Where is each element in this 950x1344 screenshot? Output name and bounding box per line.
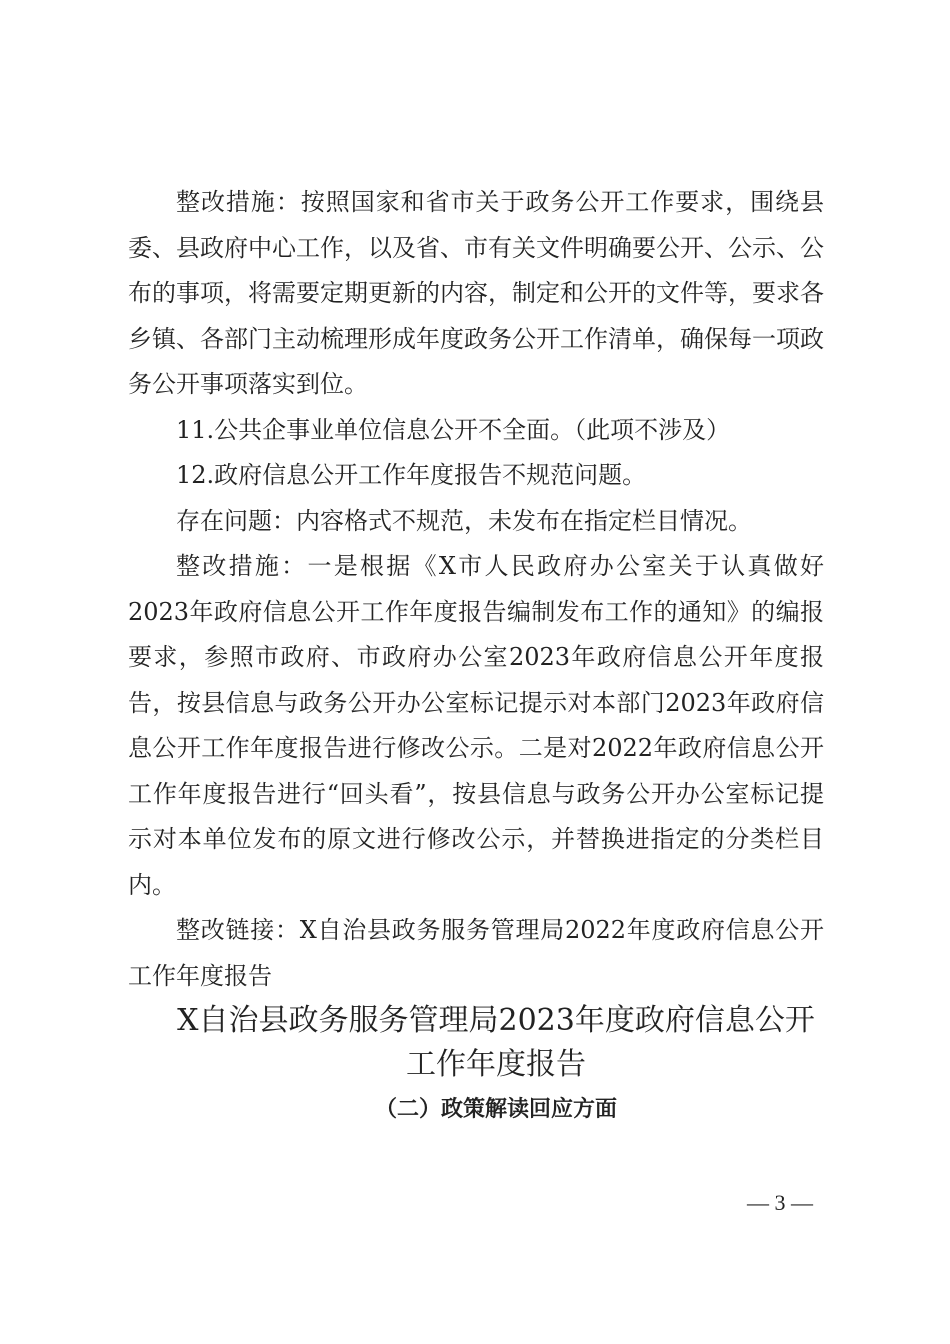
- paragraph-item-11: 11.公共企事业单位信息公开不全面。（此项不涉及）: [176, 415, 731, 444]
- paragraph-item-12: 12.政府信息公开工作年度报告不规范问题。: [176, 461, 647, 489]
- document-body: [128, 180, 824, 1133]
- paragraph-rectification-link[interactable]: 整改链接：X自治县政务服务管理局2022年度政府信息公开工作年度报告: [128, 916, 824, 990]
- report-title: X自治县政务服务管理局2023年度政府信息公开工作年度报告: [177, 1003, 815, 1082]
- paragraph-rectification-measures-2: 整改措施：一是根据《X市人民政府办公室关于认真做好2023年政府信息公开工作年度报告编制发布工作的通知》的编报要求，参照市政府、市政府办公室2023年政府信息公开年度报告，按县信息与政务公开办公室标记提示对本部门2023年政府信息公开工作年度报告进行修改公示。二是对2022年政府信息公开工作年度报告进行“回头看”，按县信息与政务公开办公室标记提示对本单位发布的原文进行修改公示，并替换进指定的分类栏目内。: [128, 552, 824, 899]
- paragraph-rectification-measures: 整改措施：按照国家和省市关于政务公开工作要求，围绕县委、县政府中心工作，以及省、市有关文件明确要公开、公示、公布的事项，将需要定期更新的内容，制定和公开的文件等，要求各乡镇、各部门主动梳理形成年度政务公开工作清单，确保每一项政务公开事项落实到位。: [128, 188, 824, 398]
- paragraph-existing-problem: 存在问题：内容格式不规范，未发布在指定栏目情况。: [176, 506, 752, 535]
- section-subtitle: （二）政策解读回应方面: [374, 1096, 617, 1122]
- page-number: — 3 —: [747, 1190, 813, 1215]
